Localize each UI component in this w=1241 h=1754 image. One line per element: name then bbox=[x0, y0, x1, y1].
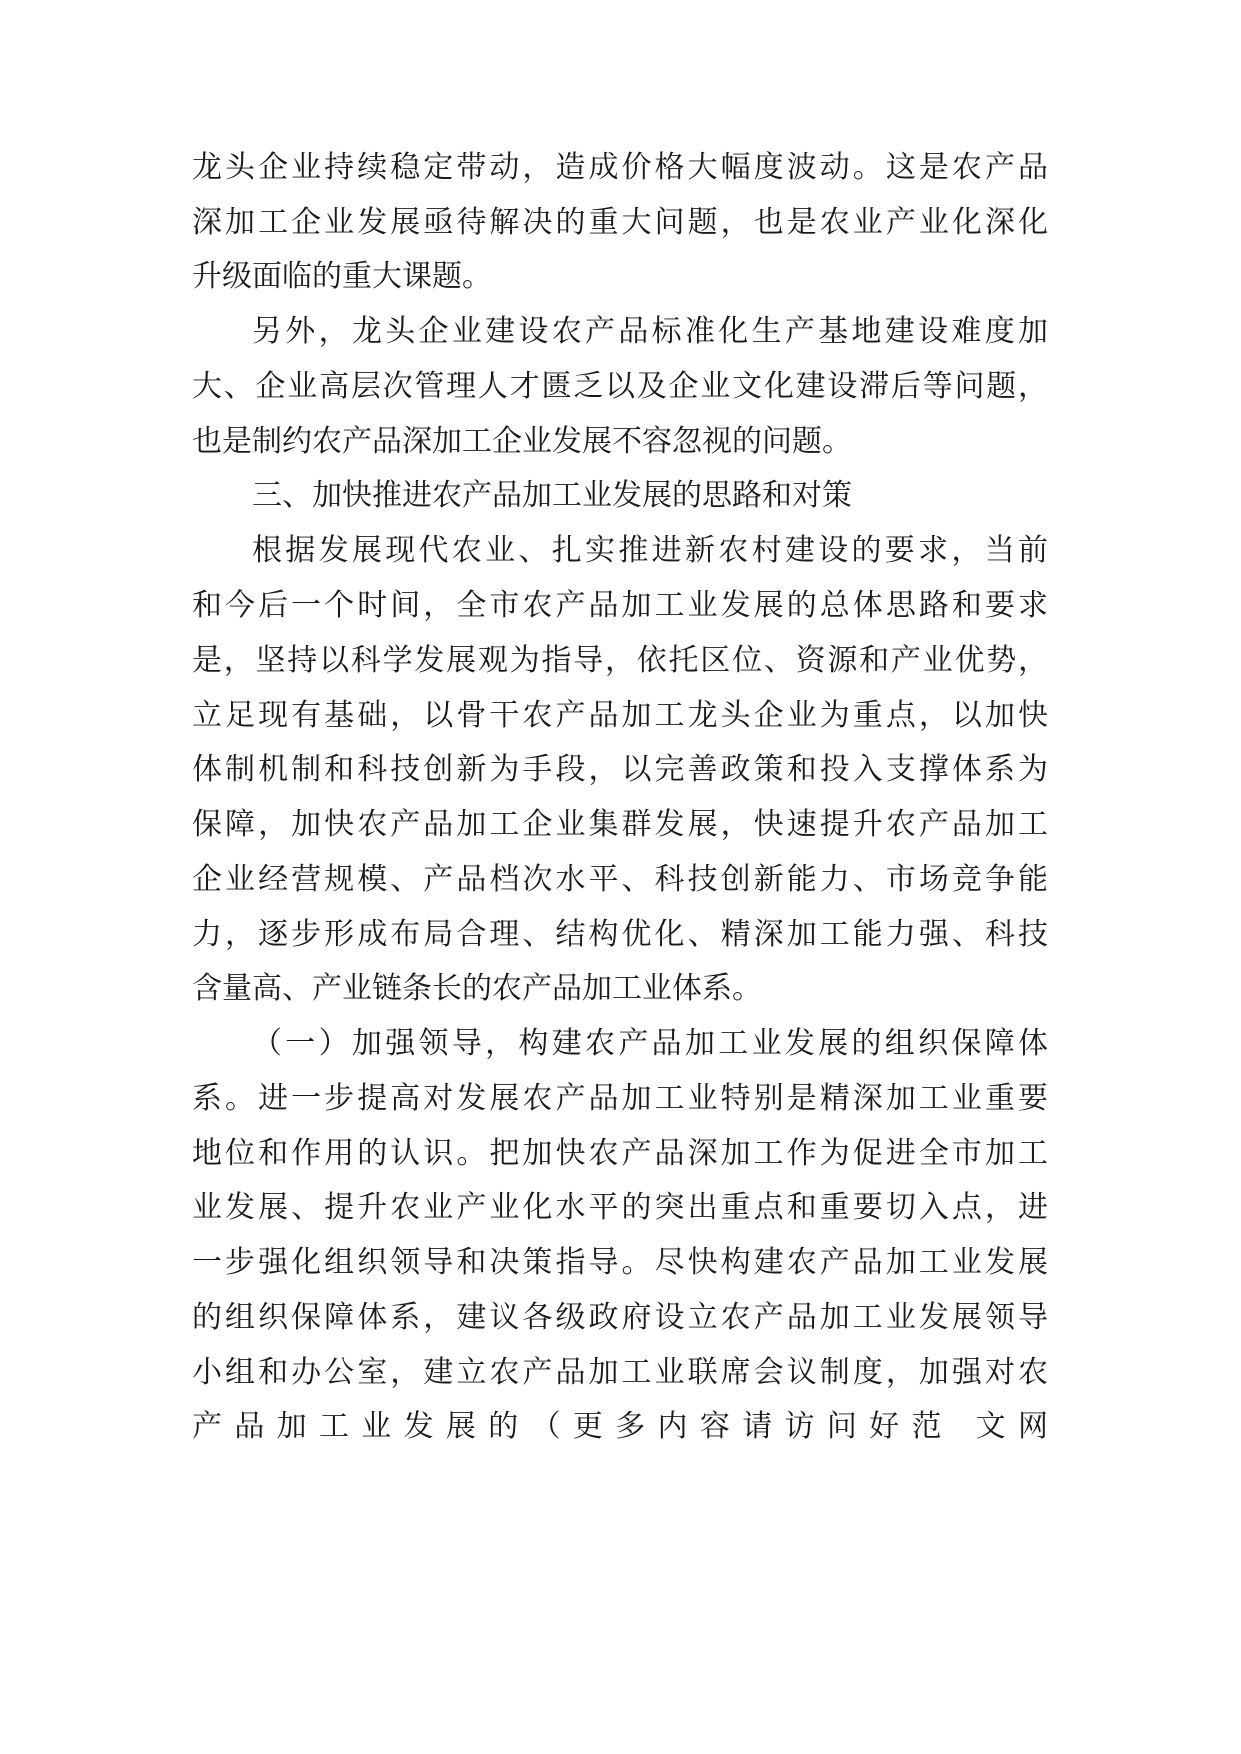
text-line-22: 的组织保障体系，建议各级政府设立农产品加工业发展领导 bbox=[192, 1300, 1048, 1335]
text-line-5: 大、企业高层次管理人才匮乏以及企业文化建设滞后等问题， bbox=[192, 369, 1048, 404]
text-line-21: 一步强化组织领导和决策指导。尽快构建农产品加工业发展 bbox=[192, 1245, 1048, 1280]
text-line-20: 业发展、提升农业产业化水平的突出重点和重要切入点，进 bbox=[192, 1190, 1048, 1225]
text-line-19: 地位和作用的认识。把加快农产品深加工作为促进全市加工 bbox=[192, 1136, 1048, 1171]
text-line-18: 系。进一步提高对发展农产品加工业特别是精深加工业重要 bbox=[192, 1081, 1048, 1116]
text-line-23: 小组和办公室，建立农产品加工业联席会议制度，加强对农 bbox=[192, 1355, 1048, 1390]
section-heading: 三、加快推进农产品加工业发展的思路和对策 bbox=[252, 478, 852, 513]
text-line-8: 根据发展现代农业、扎实推进新农村建设的要求，当前 bbox=[252, 533, 1048, 568]
subsection-heading: （一）加强领导，构建农产品加工业发展的组织保障体 bbox=[252, 1026, 1048, 1061]
text-line-24: 产品加工业发展的（更多内容请访问好范 文网 bbox=[192, 1409, 1048, 1444]
text-line-9: 和今后一个时间，全市农产品加工业发展的总体思路和要求 bbox=[192, 588, 1048, 623]
text-line-16: 含量高、产业链条长的农产品加工业体系。 bbox=[192, 971, 762, 1006]
text-line-11: 立足现有基础，以骨干农产品加工龙头企业为重点，以加快 bbox=[192, 698, 1048, 733]
text-line-3: 升级面临的重大课题。 bbox=[192, 259, 492, 294]
text-line-2: 深加工企业发展亟待解决的重大问题，也是农业产业化深化 bbox=[192, 205, 1048, 240]
text-line-10: 是，坚持以科学发展观为指导，依托区位、资源和产业优势， bbox=[192, 643, 1048, 678]
text-line-12: 体制机制和科技创新为手段，以完善政策和投入支撑体系为 bbox=[192, 752, 1048, 787]
text-line-1: 龙头企业持续稳定带动，造成价格大幅度波动。这是农产品 bbox=[192, 150, 1048, 185]
text-line-6: 也是制约农产品深加工企业发展不容忽视的问题。 bbox=[192, 424, 852, 459]
text-line-13: 保障，加快农产品加工企业集群发展，快速提升农产品加工 bbox=[192, 807, 1048, 842]
text-line-15: 力，逐步形成布局合理、结构优化、精深加工能力强、科技 bbox=[192, 917, 1048, 952]
text-line-14: 企业经营规模、产品档次水平、科技创新能力、市场竞争能 bbox=[192, 862, 1048, 897]
text-line-4: 另外，龙头企业建设农产品标准化生产基地建设难度加 bbox=[252, 314, 1048, 349]
